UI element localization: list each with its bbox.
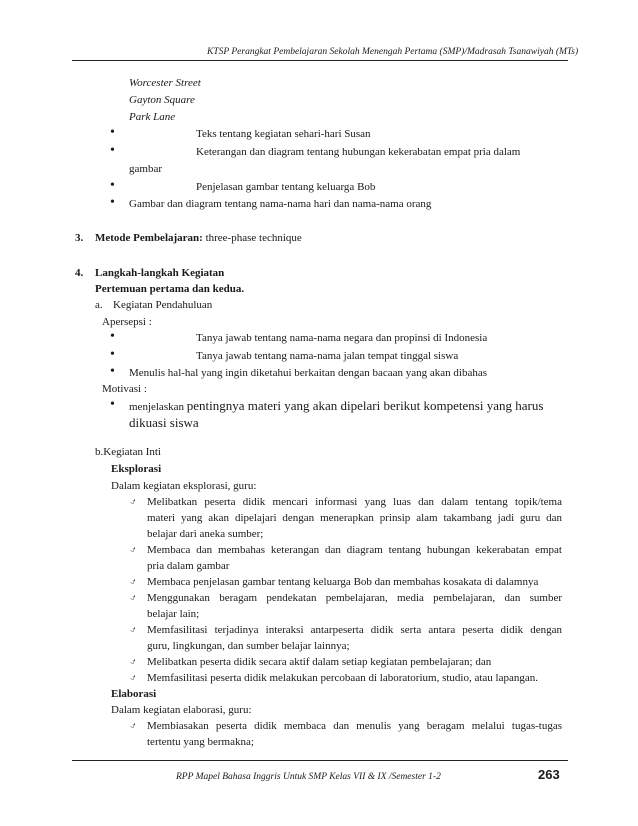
eksplorasi-intro: Dalam kegiatan eksplorasi, guru: [111, 480, 257, 492]
list-item: Tanya jawab tentang nama-nama negara dan propinsi di Indonesia [196, 332, 488, 344]
meeting-title: Pertemuan pertama dan kedua. [95, 283, 245, 295]
list-item-continuation: tertentu yang bermakna; [147, 736, 254, 748]
bullet-icon: • [110, 329, 115, 344]
bullet-icon: • [110, 125, 115, 140]
header-rule [72, 60, 568, 61]
section-title: Langkah-langkah Kegiatan [95, 267, 225, 279]
section-number: 3. [75, 232, 84, 244]
address-line: Park Lane [129, 111, 176, 123]
list-item: Gambar dan diagram tentang nama-nama hari dan nama-nama orang [129, 198, 432, 210]
motivasi-text: pentingnya materi yang akan dipelari berikut kompetensi yang harus [186, 398, 544, 413]
bullet-icon: • [110, 143, 115, 158]
bullet-icon: • [110, 347, 115, 362]
bullet-icon: • [110, 178, 115, 193]
check-icon: ⍻ [130, 592, 136, 603]
list-item [129, 399, 543, 414]
list-item-continuation: dikuasi siswa [129, 415, 199, 430]
elaborasi-intro: Dalam kegiatan elaborasi, guru: [111, 704, 252, 716]
check-icon: ⍻ [130, 656, 136, 667]
list-item: Memfasilitasi terjadinya interaksi antarpeserta didik serta antara peserta didik dengan [147, 624, 562, 636]
list-item: Melibatkan peserta didik secara aktif dalam setiap kegiatan pembelajaran; dan [147, 656, 492, 668]
subsection-title: b.Kegiatan Inti [95, 446, 161, 458]
bullet-icon: • [110, 195, 115, 210]
subsection-title: Kegiatan Pendahuluan [113, 299, 213, 311]
motivasi-lead: menjelaskan [129, 401, 184, 413]
list-item: Teks tentang kegiatan sehari-hari Susan [196, 128, 371, 140]
section-label: Metode Pembelajaran: [95, 232, 203, 244]
check-icon: ⍻ [130, 544, 136, 555]
list-item: Membiasakan peserta didik membaca dan menulis yang beragam melalui tugas-tugas [147, 720, 562, 732]
check-icon: ⍻ [130, 672, 136, 683]
list-item-continuation: gambar [129, 163, 162, 175]
list-item: Membaca dan membahas keterangan dan diagram tentang hubungan kekerabatan empat [147, 544, 562, 556]
list-item-continuation: belajar lain; [147, 608, 200, 620]
section-value: three-phase technique [205, 232, 302, 244]
motivasi-label: Motivasi : [102, 383, 147, 395]
list-item-continuation: pria dalam gambar [147, 560, 230, 572]
address-line: Worcester Street [129, 77, 201, 89]
section-number: 4. [75, 267, 84, 279]
list-item: Keterangan dan diagram tentang hubungan kekerabatan empat pria dalam [196, 146, 521, 158]
running-header: KTSP Perangkat Pembelajaran Sekolah Menengah Pertama (SMP)/Madrasah Tsanawiyah (MTs) [207, 47, 579, 57]
check-icon: ⍻ [130, 624, 136, 635]
section-heading [95, 231, 302, 245]
list-item-continuation: belajar dari aneka sumber; [147, 528, 264, 540]
check-icon: ⍻ [130, 720, 136, 731]
bullet-icon: • [110, 364, 115, 379]
check-icon: ⍻ [130, 576, 136, 587]
page-number: 263 [538, 767, 560, 782]
check-icon: ⍻ [130, 496, 136, 507]
address-line: Gayton Square [129, 94, 195, 106]
list-item: Melibatkan peserta didik mencari informasi yang luas dan dalam tentang topik/tema [147, 496, 562, 508]
apersepsi-label: Apersepsi : [102, 316, 152, 328]
list-item-continuation: materi yang akan dipelajari dengan menerapkan prinsip alam takambang jadi guru dan [147, 512, 562, 524]
list-item-continuation: guru, lingkungan, dan sumber belajar lainnya; [147, 640, 350, 652]
bullet-icon: • [110, 397, 115, 412]
elaborasi-heading: Elaborasi [111, 688, 157, 700]
list-item: Membaca penjelasan gambar tentang keluarga Bob dan membahas kosakata di dalamnya [147, 576, 539, 588]
eksplorasi-heading: Eksplorasi [111, 463, 162, 475]
list-item: Menggunakan beragam pendekatan pembelajaran, media pembelajaran, dan sumber [147, 592, 562, 604]
list-item: Memfasilitasi peserta didik melakukan percobaan di laboratorium, studio, atau lapangan. [147, 672, 538, 684]
subsection-number: a. [95, 299, 103, 311]
footer-rule [72, 760, 568, 761]
list-item: Penjelasan gambar tentang keluarga Bob [196, 181, 376, 193]
running-footer: RPP Mapel Bahasa Inggris Untuk SMP Kelas VII & IX /Semester 1-2 [176, 772, 441, 782]
list-item: Tanya jawab tentang nama-nama jalan tempat tinggal siswa [196, 350, 459, 362]
list-item: Menulis hal-hal yang ingin diketahui berkaitan dengan bacaan yang akan dibahas [129, 367, 487, 379]
